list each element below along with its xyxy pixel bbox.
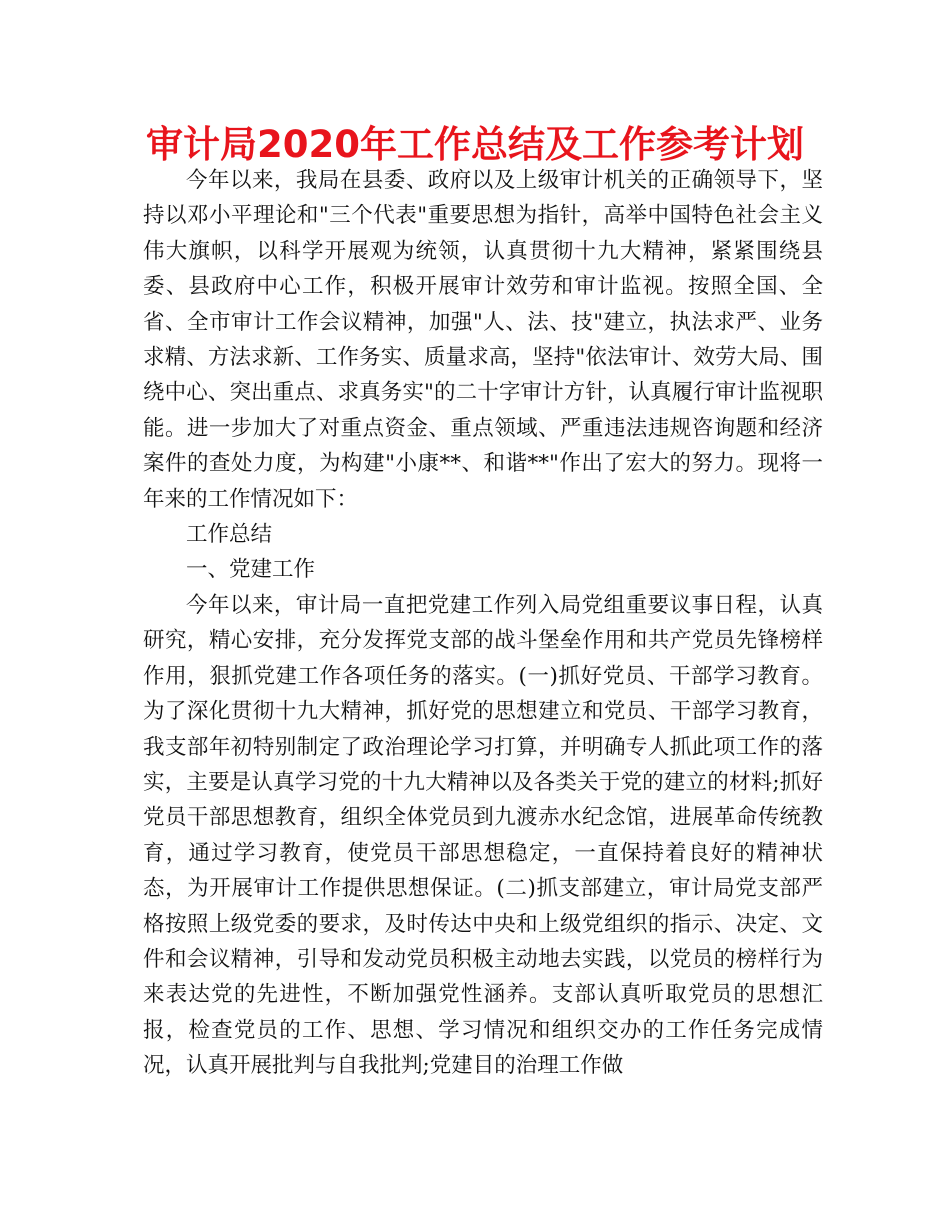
section-heading-party-building: 一、党建工作 <box>186 557 316 583</box>
intro-paragraph: 今年以来，我局在县委、政府以及上级审计机关的正确领导下，坚持以邓小平理论和"三个代表"重要思想为指针，高举中国特色社会主义伟大旗帜，以科学开展观为统领，认真贯彻十九大精神，紧紧围绕县委、县政府中心工作，积极开展审计效劳和审计监视。按照全国、全省、全市审计工作会议精神，加强"人、法、技"建立，执法求严、业务求精、方法求新、工作务实、质量求高，坚持"依法审计、效劳大局、围绕中心、突出重点、求真务实"的二十字审计方针，认真履行审计监视职能。进一步加大了对重点资金、重点领域、严重违法违规咨询题和经济案件的查处力度，为构建"小康**、和谐**"作出了宏大的努力。现将一年来的工作情况如下： <box>143 168 823 512</box>
party-building-paragraph: 今年以来，审计局一直把党建工作列入局党组重要议事日程，认真研究，精心安排，充分发挥党支部的战斗堡垒作用和共产党员先锋榜样作用，狠抓党建工作各项任务的落实。(一)抓好党员、干部学习教育。为了深化贯彻十九大精神，抓好党的思想建立和党员、干部学习教育，我支部年初特别制定了政治理论学习打算，并明确专人抓此项工作的落实，主要是认真学习党的十九大精神以及各类关于党的建立的材料;抓好党员干部思想教育，组织全体党员到九渡赤水纪念馆，进展革命传统教育，通过学习教育，使党员干部思想稳定，一直保持着良好的精神状态，为开展审计工作提供思想保证。(二)抓支部建立，审计局党支部严格按照上级党委的要求，及时传达中央和上级党组织的指示、决定、文件和会议精神，引导和发动党员积极主动地去实践，以党员的榜样行为来表达党的先进性，不断加强党性涵养。支部认真听取党员的思想汇报，检查党员的工作、思想、学习情况和组织交办的工作任务完成情况，认真开展批判与自我批判;党建目的治理工作做 <box>143 592 823 1079</box>
section-heading-summary: 工作总结 <box>186 522 273 548</box>
document-body <box>143 163 823 1084</box>
document-title: 审计局2020年工作总结及工作参考计划 <box>146 123 804 166</box>
